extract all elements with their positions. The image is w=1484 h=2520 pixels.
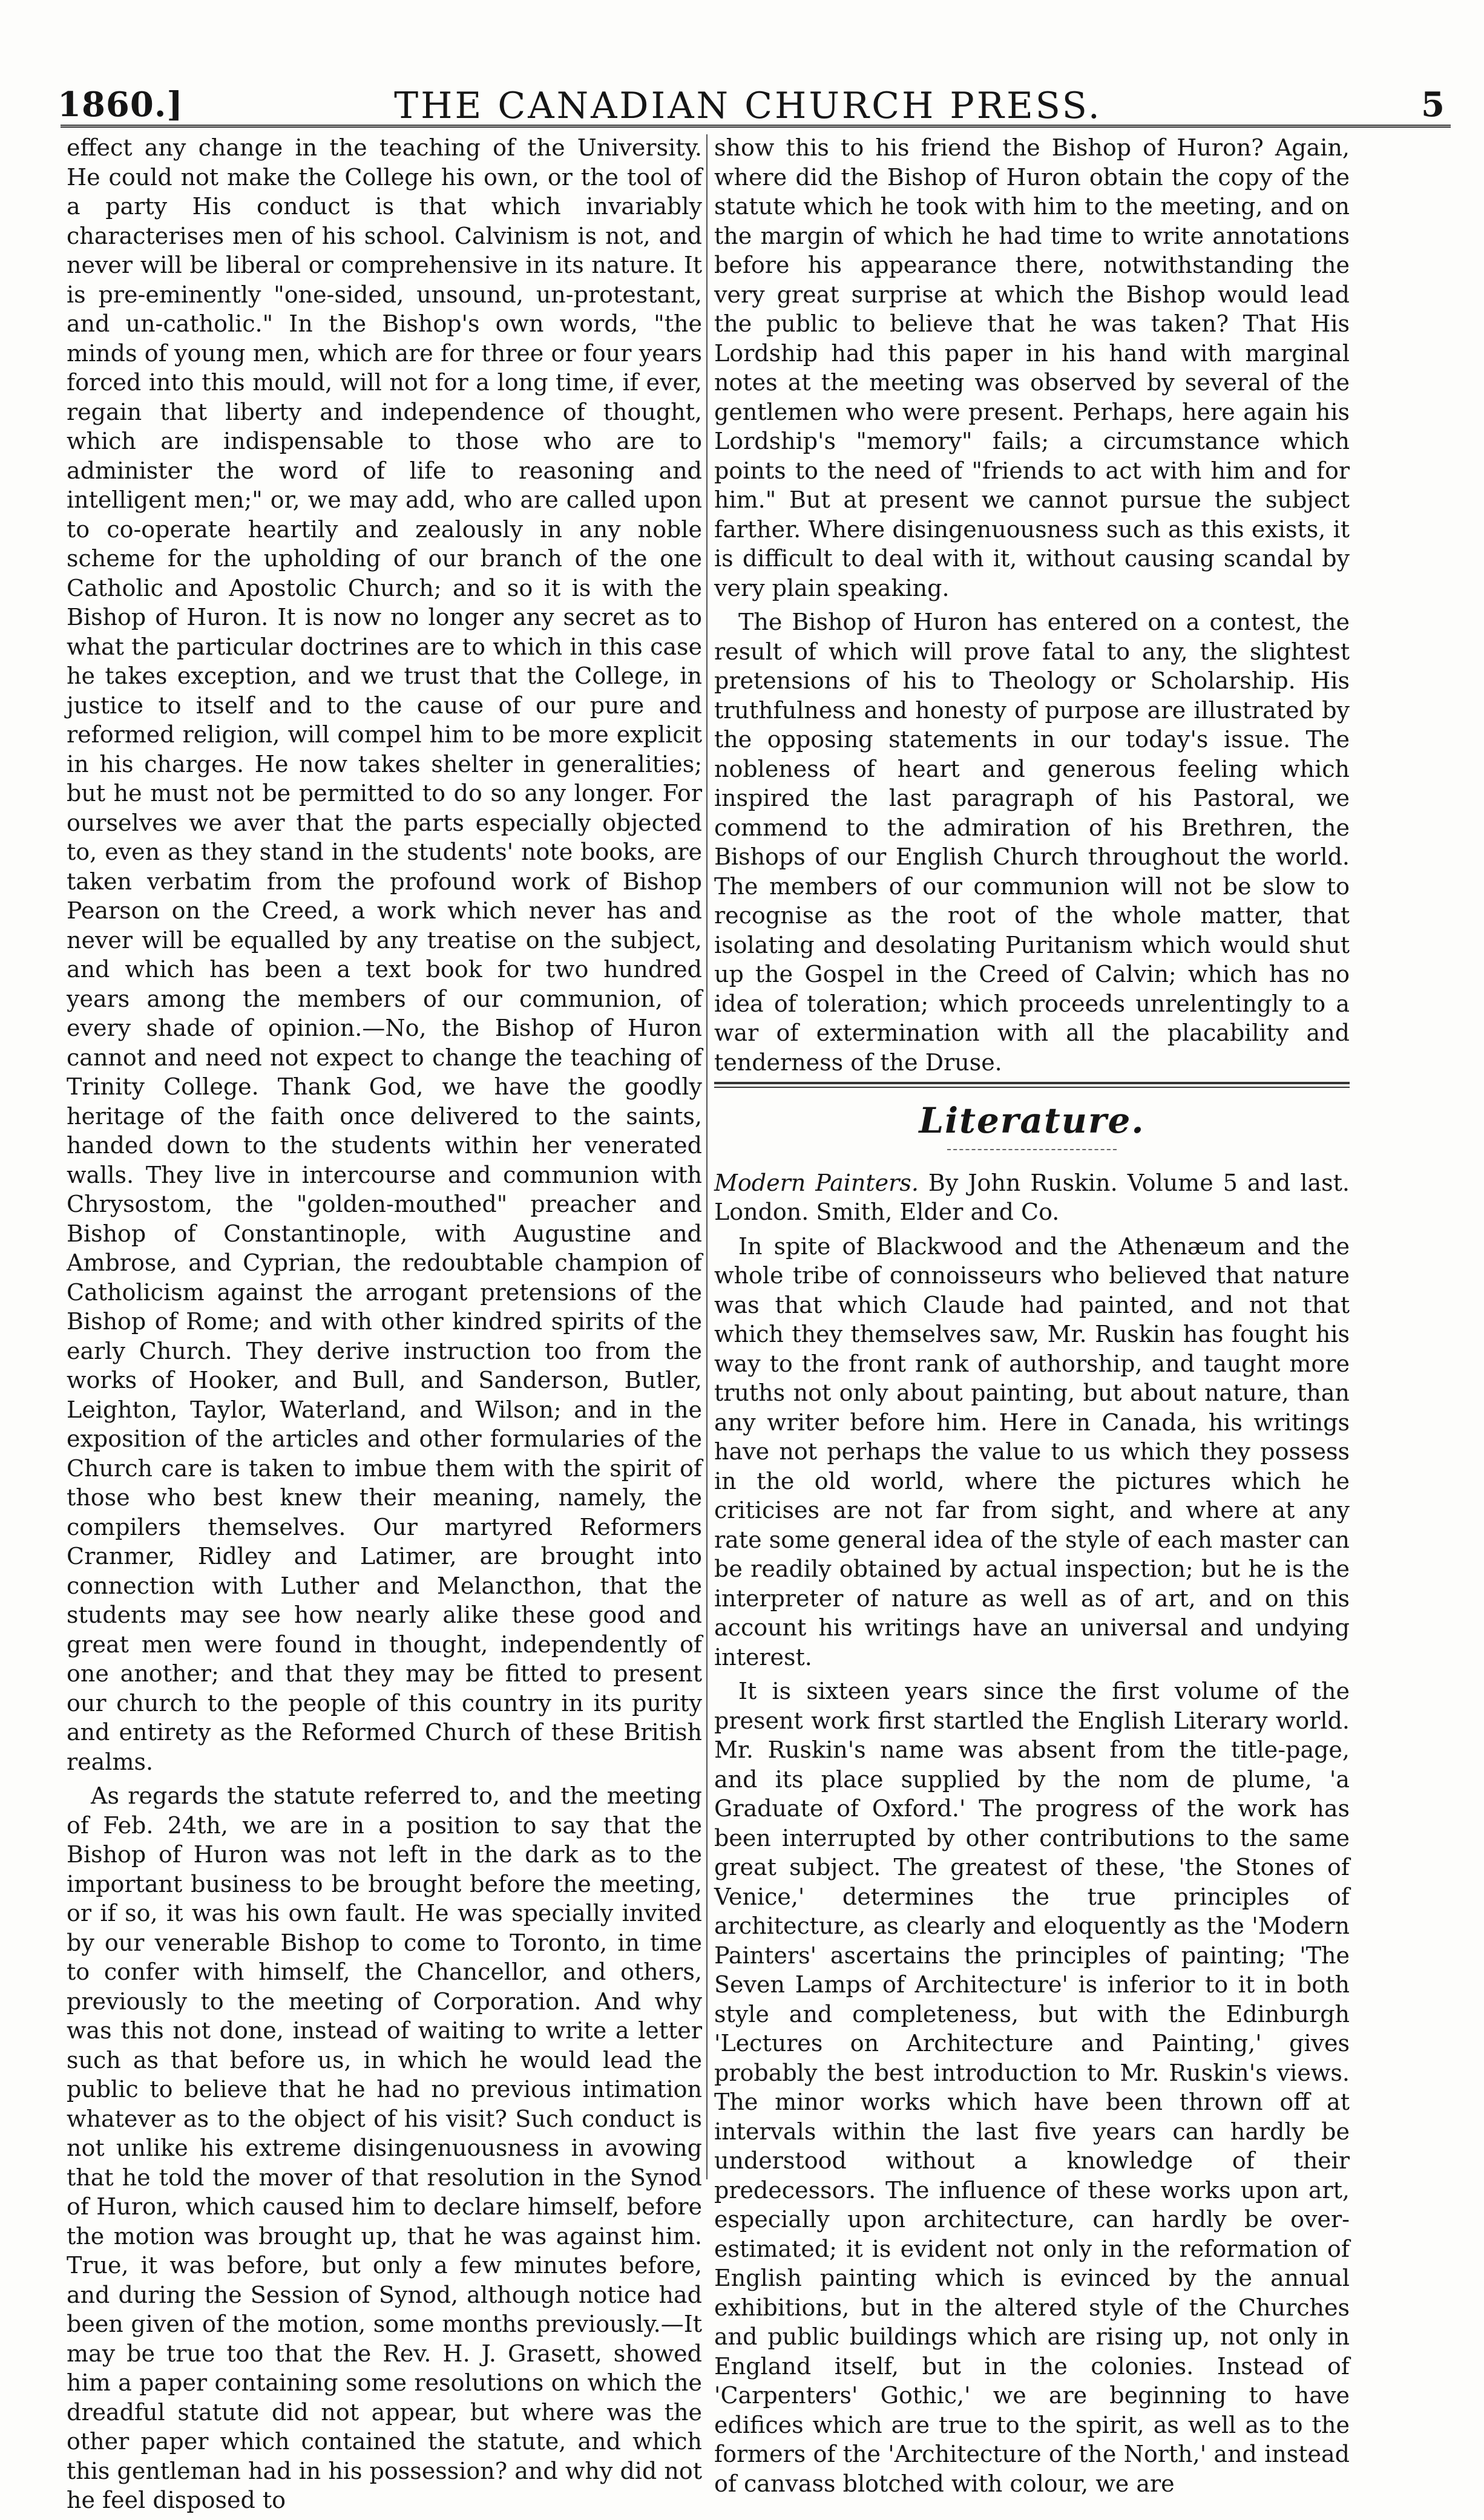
header-page-number: 5 (1421, 85, 1445, 125)
right-column (714, 133, 1350, 2503)
literature-paragraph-2: It is sixteen years since the first volume of the present work first startled the English Literary world. Mr. Ruskin's name was absent from the title-page, and its place supplied by the nom de plume, 'a Graduate of Oxford.' The progress of the work has been interrupted by other contributions to the same great subject. The greatest of these, 'the Stones of Venice,' determines the true principles of architecture, as clearly and eloquently as the 'Modern Painters' ascertains the principles of painting; 'The Seven Lamps of Architecture' is inferior to it in both style and completeness, but with the Edinburgh 'Lectures on Architecture and Painting,' gives probably the best introduction to Mr. Ruskin's views. The minor works which have been thrown off at intervals within the last five years can hardly be understood without a knowledge of their predecessors. The influence of these works upon art, especially upon architecture, can hardly be over-estimated; it is evident not only in the reformation of English painting which is evinced by the annual exhibitions, but in the altered style of the Churches and public buildings which are rising up, not only in England itself, but in the colonies. Instead of 'Carpenters' Gothic,' we are beginning to have edifices which are true to the spirit, as well as to the formers of the 'Architecture of the North,' and instead of canvass blotched with colour, we are (714, 1678, 1350, 2497)
review-title: Modern Painters. (714, 1169, 919, 1196)
header-title: THE CANADIAN CHURCH PRESS. (394, 85, 1102, 127)
left-column (67, 133, 702, 2520)
section-rule-thick (714, 1082, 1350, 1084)
left-paragraph-1: effect any change in the teaching of the University. He could not make the College his own, or the tool of a party His conduct is that which invariably characterises men of his school. Calvinism is not, and never will be liberal or comprehensive in its nature. It is pre-eminently "one-sided, unsound, un-protestant, and un-catholic." In the Bishop's own words, "the minds of young men, which are for three or four years forced into this mould, will not for a long time, if ever, regain that liberty and independence of thought, which are indispensable to those who are to administer the word of life to reasoning and intelligent men;" or, we may add, who are called upon to co-operate heartily and zealously in any noble scheme for the upholding of our branch of the one Catholic and Apostolic Church; and so it is with the Bishop of Huron. It is now no longer any secret as to what the particular doctrines are to which in this case he takes exception, and we trust that the College, in justice to itself and to the cause of our pure and reformed religion, will compel him to be more explicit in his charges. He now takes shelter in generalities; but he must not be permitted to do so any longer. For ourselves we aver that the parts especially objected to, even as they stand in the students' note books, are taken verbatim from the profound work of Bishop Pearson on the Creed, a work which never has and never will be equalled by any treatise on the subject, and which has been a text book for two hundred years among the members of our communion, of every shade of opinion.—No, the Bishop of Huron cannot and need not expect to change the teaching of Trinity College. Thank God, we have the goodly heritage of the faith once delivered to the saints, handed down to the students within her venerated walls. They live in intercourse and communion with Chrysostom, the "golden-mouthed" preacher and Bishop of Constantinople, with Augustine and Ambrose, and Cyprian, the redoubtable champion of Catholicism against the arrogant pretensions of the Bishop of Rome; and with other kindred spirits of the early Church. They derive instruction too from the works of Hooker, and Bull, and Sanderson, Butler, Leighton, Taylor, Waterland, and Wilson; and in the exposition of the articles and other formularies of the Church care is taken to imbue them with the spirit of those who best knew their meaning, namely, the compilers themselves. Our martyred Reformers Cranmer, Ridley and Latimer, are brought into connection with Luther and Melancthon, that the students may see how nearly alike these good and great men were found in thought, independently of one another; and that they may be fitted to present our church to the people of this country in its purity and entirety as the Reformed Church of these British realms. (67, 134, 702, 1775)
heading-ornament-rule (947, 1149, 1117, 1150)
header-rule (61, 125, 1451, 128)
left-paragraph-2: As regards the statute referred to, and the meeting of Feb. 24th, we are in a position to say that the Bishop of Huron was not left in the dark as to the important business to be brought before the meeting, or if so, it was his own fault. He was specially invited by our venerable Bishop to come to Toronto, in time to confer with himself, the Chancellor, and others, previously to the meeting of Corporation. And why was this not done, instead of waiting to write a letter such as that before us, in which he would lead the public to believe that he had no previous intimation whatever as to the object of his visit? Such conduct is not unlike his extreme disingenuousness in avowing that he told the mover of that resolution in the Synod of Huron, which caused him to declare himself, before the motion was brought up, that he was against him. True, it was before, but only a few minutes before, and during the Session of Synod, although notice had been given of the motion, some months previously.—It may be true too that the Rev. H. J. Grasett, showed him a paper containing some resolutions on which the dreadful statute did not appear, but where was the other paper which contained the statute, and which this gentleman had in his possession? and why did not he feel disposed to (67, 1782, 702, 2513)
right-paragraph-2: The Bishop of Huron has entered on a contest, the result of which will prove fatal to any, the slightest pretensions of his to Theology or Scholarship. His truthfulness and honesty of purpose are illustrated by the opposing statements in our today's issue. The nobleness of heart and generous feeling which inspired the last paragraph of his Pastoral, we commend to the admiration of his Brethren, the Bishops of our English Church throughout the world. The members of our communion will not be slow to recognise as the root of the whole matter, that isolating and desolating Puritanism which would shut up the Gospel in the Creed of Calvin; which has no idea of toleration; which proceeds unrelentingly to a war of extermination with all the placability and tenderness of the Druse. (714, 609, 1350, 1076)
literature-paragraph-1: In spite of Blackwood and the Athenæum and the whole tribe of connoisseurs who believed that nature was that which Claude had painted, and not that which they themselves saw, Mr. Ruskin has fought his way to the front rank of authorship, and taught more truths not only about painting, but about nature, than any writer before him. Here in Canada, his writings have not perhaps the value to us which they possess in the old world, where the pictures which he criticises are not far from sight, and where at any rate some general idea of the style of each master can be readily obtained by actual inspection; but he is the interpreter of nature as well as of art, and on this account his writings have an universal and undying interest. (714, 1232, 1350, 1671)
section-rule-thin (714, 1087, 1350, 1088)
review-byline: By John Ruskin. Volume 5 and last. London. Smith, Elder and Co. (714, 1169, 1350, 1225)
literature-heading: Literature. (919, 1100, 1145, 1141)
column-divider (706, 134, 708, 2179)
header-year: 1860.] (57, 85, 183, 125)
review-heading (714, 1168, 1350, 1227)
right-paragraph-1: show this to his friend the Bishop of Huron? Again, where did the Bishop of Huron obtain the copy of the statute which he took with him to the meeting, and on the margin of which he had time to write annotations before his appearance there, notwithstanding the very great surprise at which the Bishop would lead the public to believe that he was taken? That His Lordship had this paper in his hand with marginal notes at the meeting was observed by several of the gentlemen who were present. Perhaps, here again his Lordship's "memory" fails; a circumstance which points to the need of "friends to act with him and for him." But at present we cannot pursue the subject farther. Where disingenuousness such as this exists, it is difficult to deal with it, without causing scandal by very plain speaking. (714, 134, 1350, 601)
